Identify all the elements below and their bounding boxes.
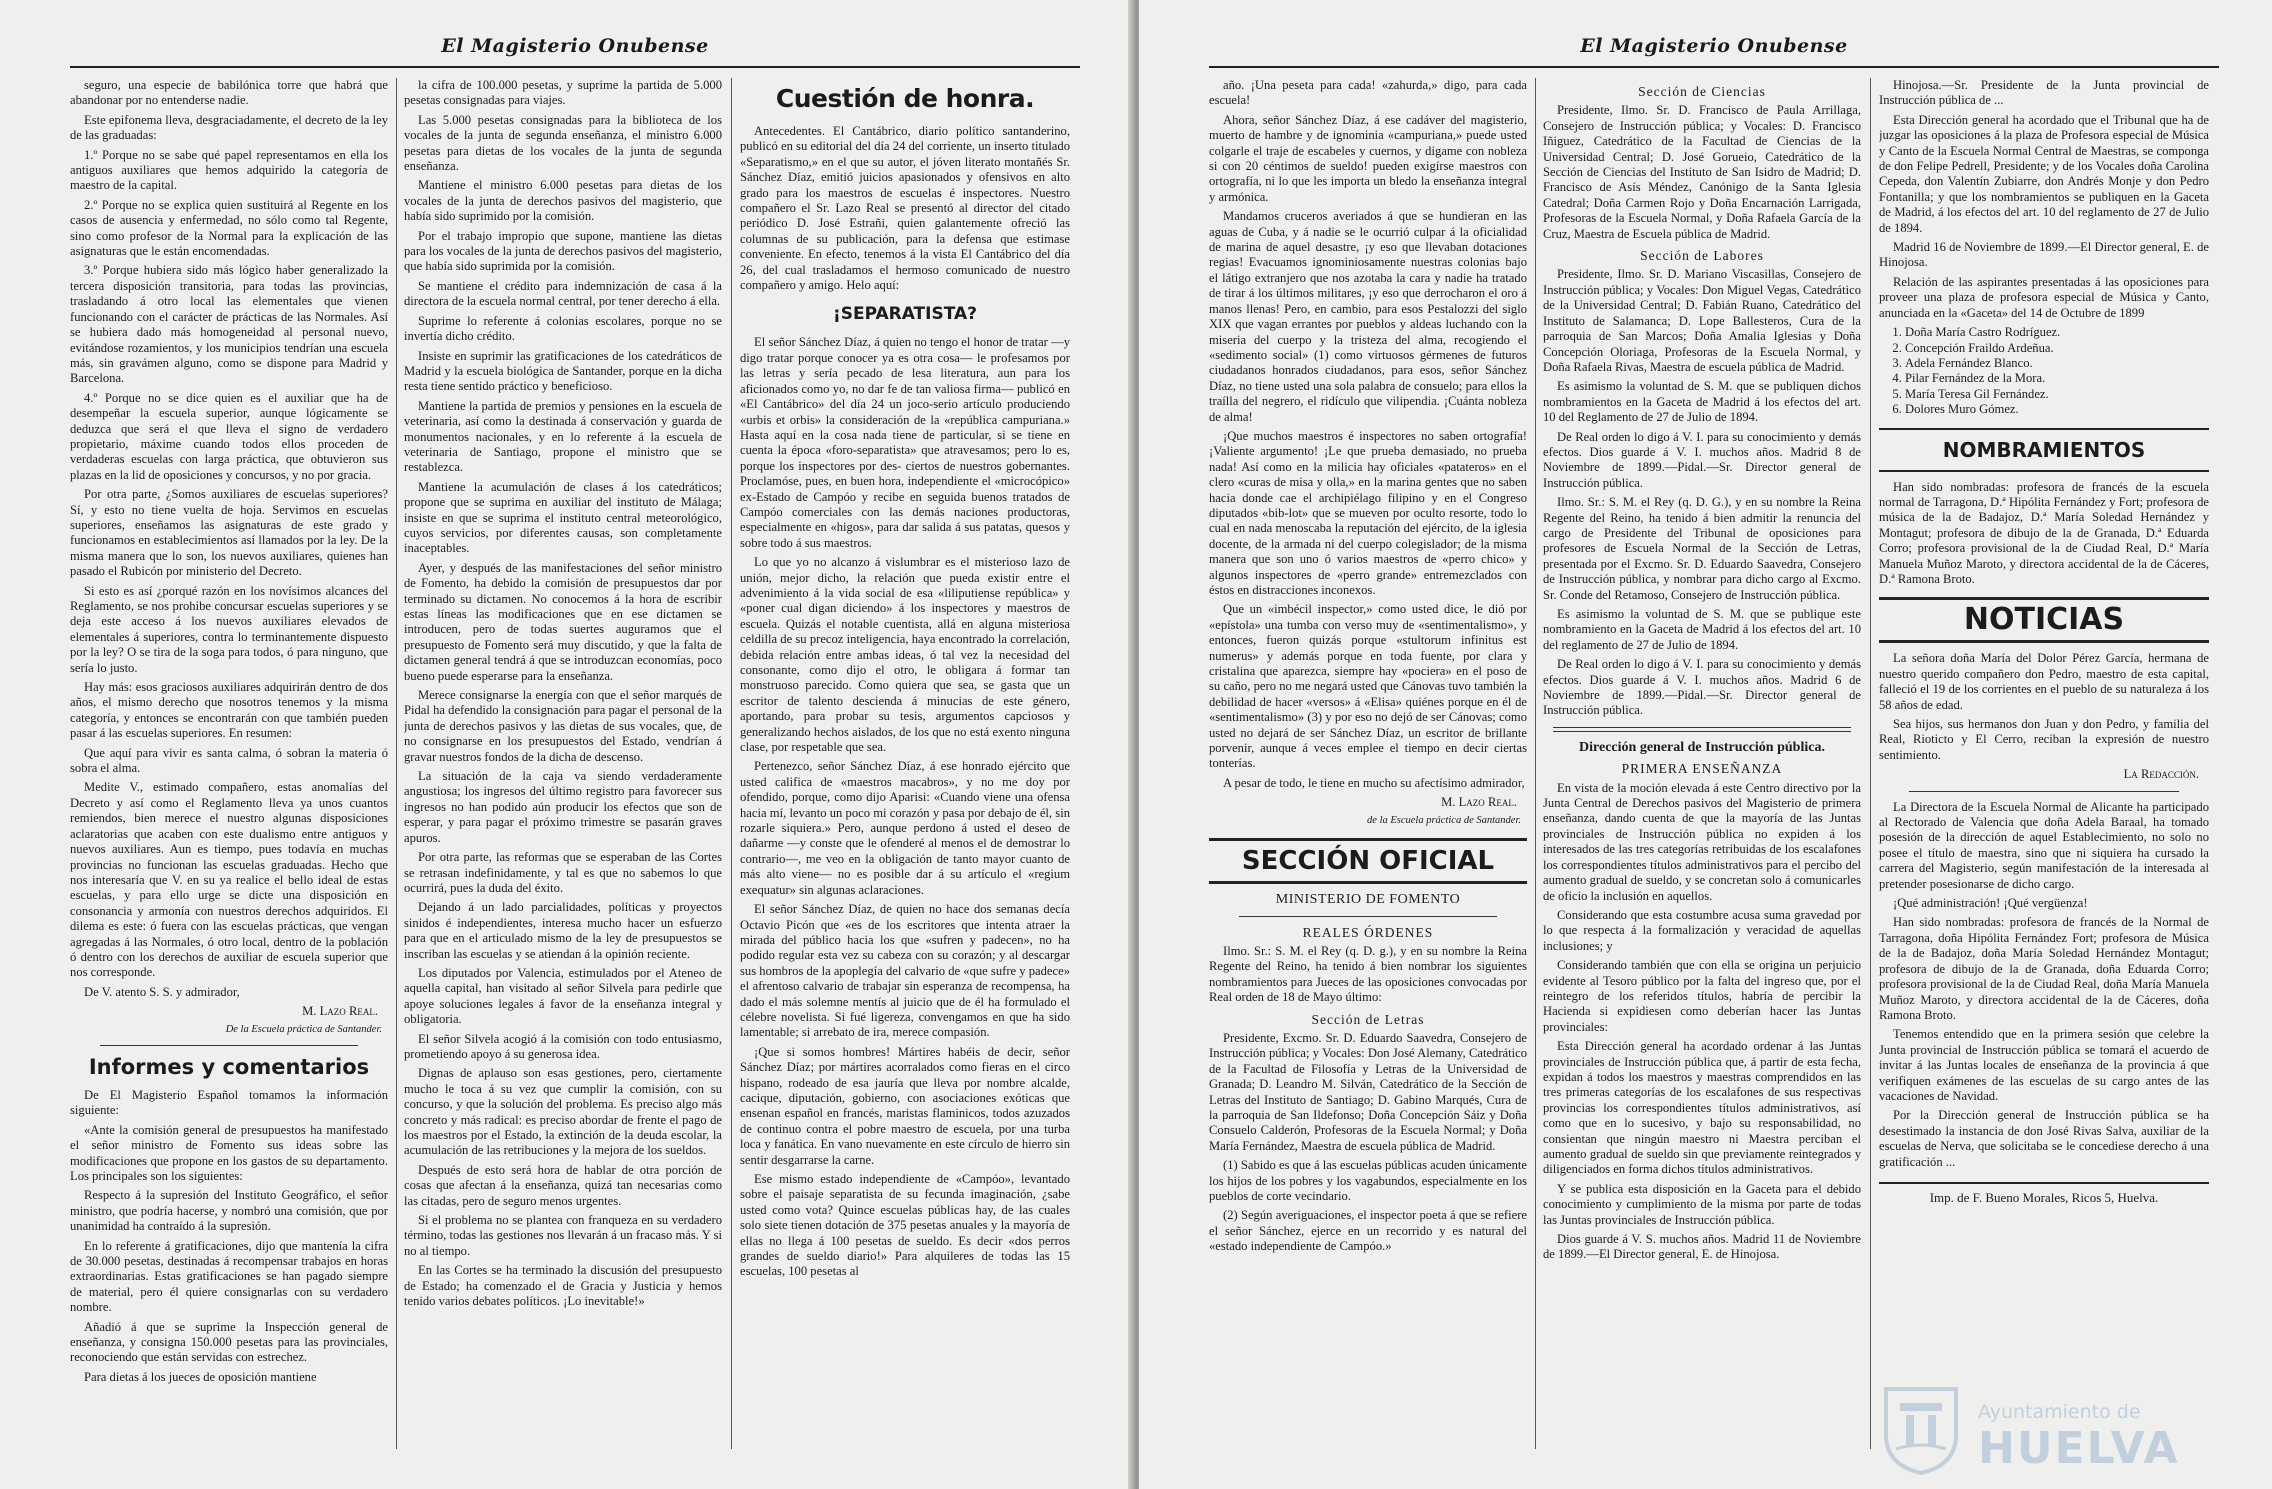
paragraph: En vista de la moción elevada á este Centro directivo por la Junta Central de Derechos pasivos del Magisterio de primera enseñanza, dando cuenta de que la mayoría de las Juntas provinciales de Instrucción pública no expiden á los interesados de las tres categorías retribuidas de los escalafones los correspondientes títulos administrativos para el percibo del aumento gradual de sueldo, y se concretan solo á comunicarles de oficio la inclusión en aquellos. bbox=[1543, 780, 1861, 903]
paragraph: 2.º Porque no se explica quien sustituirá al Regente en los casos de ausencia y enfermedad, no sólo como tal Regente, sino como profesor de la Normal para la explicación de las asignaturas que le están encomendadas. bbox=[70, 197, 388, 259]
paragraph: Ilmo. Sr.: S. M. el Rey (q. D. g.), y en su nombre la Reina Regente del Reino, ha tenido á bien nombrar los siguientes nombramientos para Jueces de las oposiciones convocadas por Real orden de 18 de Mayo último: bbox=[1209, 943, 1527, 1005]
paragraph: Tenemos entendido que en la primera sesión que celebre la Junta provincial de Instrucción pública se tomará el acuerdo de invitar á las Juntas locales de enseñanza de la provincia á que verifiquen exámenes de las escuelas de su cargo antes de las vacaciones de Navidad. bbox=[1879, 1027, 2209, 1103]
section-title-informes: Informes y comentarios bbox=[88, 1054, 370, 1079]
right-col3-top bbox=[1879, 78, 2209, 321]
left-column-2 bbox=[404, 78, 722, 1449]
paragraph: Hinojosa.—Sr. Presidente de la Junta provincial de Instrucción pública de ... bbox=[1879, 78, 2209, 108]
left-page bbox=[0, 0, 1133, 1489]
signature: M. Lazo Real. bbox=[302, 1004, 378, 1019]
paragraph: En lo referente á gratificaciones, dijo que mantenía la cifra de 30.000 pesetas, destinadas á recompensar trabajos en horas extraordinarias. Estas gratificaciones se han pagado siempre de material, pero él quiere consignarlas con su verdadero nombre. bbox=[70, 1238, 388, 1315]
paragraph: Para dietas á los jueces de oposición mantiene bbox=[84, 1369, 317, 1384]
signature: M. Lazo Real. bbox=[1441, 795, 1517, 810]
paragraph: Después de esto será hora de hablar de otra porción de cosas que afectan á la enseñanza, quizá tan necesarias como las citadas, pero de seguro menos urgentes. bbox=[404, 1162, 722, 1208]
divider bbox=[1553, 727, 1851, 732]
paragraph: Medite V., estimado compañero, estas anomalías del Decreto y así como el Reglamento lleva ya unos cuantos remiendos, bien merece el nuestro algunas disposiciones aclaratorias que acaben con este dualismo entre antiguos y nuevos auxiliares. Aun es tiempo, pues todavía en muchas provincias no funcionan las escuelas graduadas. Hecho que nos interesaría que V. en su ya realice el bello ideal de estas escuelas, y para ello urge se dicte una disposición en consonancia y armonía con nuestros derechos adquiridos. El dilema es este: ó fuera con las escuelas prácticas, que vengan agregadas á las Normales, ó otro local, dentro de la población ó dentro con los derechos de auxiliar de escuela superior que nos corresponde. bbox=[70, 780, 388, 980]
paragraph: La situación de la caja va siendo verdaderamente angustiosa; los ingresos del último registro para favorecer sus ingresos no han podido aún producir los efectos que son de esperar, y para pagar el próximo trimestre se pasarán graves apuros. bbox=[404, 769, 722, 845]
paragraph: Dejando á un lado parcialidades, políticas y proyectos sinidos é independientes, interesa mucho hacer un esfuerzo para que en el articulado mismo de la ley de presupuestos se inscriban las escuelas y se atiendan á la opinión reciente. bbox=[404, 900, 722, 961]
column-rule bbox=[1535, 78, 1536, 1449]
paragraph: Se mantiene el crédito para indemnización de casa á la directora de la escuela normal central, por tener derecho á ella. bbox=[404, 278, 722, 309]
seccion-ciencias-heading: Sección de Ciencias bbox=[1638, 84, 1766, 99]
aspirante-item: 5. María Teresa Gil Fernández. bbox=[1905, 387, 2209, 402]
masthead-right: El Magisterio Onubense bbox=[1209, 26, 2219, 68]
noticias-more-text bbox=[1879, 800, 2209, 1170]
paragraph: A pesar de todo, le tiene en mucho su afectísimo admirador, bbox=[1223, 775, 1525, 790]
paragraph: Relación de las aspirantes presentadas á las oposiciones para proveer una plaza de profesora especial de Música y Canto, anunciada en la «Gaceta» del 14 de Octubre de 1899 bbox=[1879, 274, 2209, 320]
paragraph: Merece consignarse la energía con que el señor marqués de Pidal ha defendido la consignación para pagar el personal de la junta de derechos pasivos y las dietas de sus vocales, que, de no consignarse en los presupuestos del Estado, vendrían á gravar nuestros fondos de la dicha de descenso. bbox=[404, 688, 722, 764]
aspirante-item: 6. Dolores Muro Gómez. bbox=[1905, 402, 2209, 417]
paragraph: De El Magisterio Español tomamos la información siguiente: bbox=[70, 1087, 388, 1118]
aspirante-item: 2. Concepción Fraildo Ardeñua. bbox=[1905, 341, 2209, 356]
paragraph: Mantiene la partida de premios y pensiones en la escuela de veterinaria, así como la destinada á conservación y guarda de monumentos nacionales, y en lo referente á la escuela de veterinaria de Santiago, propone el ministro que se restablezca. bbox=[404, 398, 722, 475]
watermark-subtitle: Ayuntamiento de bbox=[1978, 1401, 2141, 1423]
paragraph: Pertenezco, señor Sánchez Díaz, á ese honrado ejército que usted califica de «maestros macabros», y no me doy por ofendido, porque, como dijo Aparisi: «Cuando viene una ofensa hacia mí, levanto un poco mi corazón y pasa por debajo de él, sin rozarle siquiera.» Pero, aunque perdono á usted el deseo de dañarme —y conste que le ofenderé al menos el de demostrar lo contrario—, me veo en la obligación de tanto mayor cuanto de más alto viene— no es posible dar á su artículo el «regium exequatur» sin algunas aclaraciones. bbox=[740, 759, 1070, 897]
paragraph: ¡Que si somos hombres! Mártires habéis de decir, señor Sánchez Díaz; por mártires acorralados como fieras en el circo hispano, rodeado de esa jauría que lleva por nombre alcalde, cacique, diputación, gobierno, con asociaciones exóticas que ensenan español en francés, maristas flaminicos, todos azuzados de continuo contra el pobre maestro de escuela, por una turba loca y fanática. En vano nuevamente en este círculo de hierro sin sentir desgarrarse la carne. bbox=[740, 1044, 1070, 1167]
paragraph: De Real orden lo digo á V. I. para su conocimiento y demás efectos. Dios guarde á V. I. muchos años. Madrid 8 de Noviembre de 1899.—Pidal.—Sr. Director general de Instrucción pública. bbox=[1543, 429, 1861, 490]
ministry-heading: MINISTERIO DE FOMENTO bbox=[1275, 892, 1461, 908]
paragraph: La Directora de la Escuela Normal de Alicante ha participado al Rectorado de Valencia que doña Adela Baraal, ha tomado posesión de la dirección de aquel Establecimiento, no solo no posee el título de maestra, sino que ni siquiera ha cursado la carrera del Magisterio, según manifestación de la interesada al pretender posesionarse de dicho cargo. bbox=[1879, 799, 2209, 891]
paragraph: Hay más: esos graciosos auxiliares adquirirán dentro de dos años, el mismo derecho que nosotros tenemos y la misma categoría, y entonces se encontrarán con que también pueden pasar á las escuelas superiores. En resumen: bbox=[70, 680, 388, 741]
seccion-ciencias-text bbox=[1543, 103, 1861, 242]
paragraph: Este epifonema lleva, desgraciadamente, el decreto de la ley de las graduadas: bbox=[70, 112, 388, 143]
paragraph: Que un «imbécil inspector,» como usted dice, le dió por «epístola» una tumba con verso muy de «sentimentalismo», y entonces, fueron quizás porque «stultorum infinitus est numerus» y además porque en toda fuente, por clara y cristalina que aparezca, siempre hay «pociera» en el poso de su caño, pero no me negará usted que Cánovas tuvo también la debilidad de hacer «versos» á «Elisa» quiénes porque en él de «sentimentalismo» (3) y por eso no dejó de ser Cánovas; como usted no dejará de ser Sánchez Díaz, un escritor de brillante porvenir, aunque á veces emplee el tiempo en decir ciertas tonterías. bbox=[1209, 602, 1527, 771]
paragraph: la cifra de 100.000 pesetas, y suprime la partida de 5.000 pesetas consignadas para viajes. bbox=[404, 78, 722, 108]
signature-affiliation: De la Escuela práctica de Santander. bbox=[225, 1023, 382, 1035]
paragraph: Ilmo. Sr.: S. M. el Rey (q. D. G.), y en su nombre la Reina Regente del Reino, ha tenido á bien admitir la renuncia del cargo de Presidente del Tribunal de oposiciones para profesores de Escuela Normal de la Sección de Letras, presentada por el Excmo. Sr. D. Eduardo Saavedra, Consejero de Instrucción pública, y nombrar para dicho cargo al Excmo. Sr. Conde del Retamoso, Consejero de Instrucción pública. bbox=[1543, 495, 1861, 602]
paragraph: año. ¡Una peseta para cada! «zahurda,» digo, para cada escuela! bbox=[1209, 78, 1527, 108]
paragraph: Suprime lo referente á colonias escolares, porque no se invertía dicho crédito. bbox=[404, 313, 722, 344]
paragraph: Esta Dirección general ha acordado que el Tribunal que ha de juzgar las oposiciones á la plaza de Profesora especial de Música y Canto de la Escuela Normal Central de Maestras, se componga de don Felipe Pedrell, Presidente; y de los Vocales doña Carolina Cepeda, don Valentín Zubiarre, don Andrés Monje y don Pedro Fontanilla; y que los nombramientos se publiquen en la Gaceta de Madrid, á los efectos del art. 10 del reglamento de 27 de Julio de 1894. bbox=[1879, 112, 2209, 235]
paragraph: Por otra parte, ¿Somos auxiliares de escuelas superiores? Sí, y esto no tiene vuelta de hoja. Servimos en escuelas superiores, enseñamos las asignaturas de este grado y funcionamos en establecimientos así llamados por la ley. De la misma manera que lo son, los nuevos auxiliares, quienes han pasado el Rubicón por ministerio del Decreto. bbox=[70, 487, 388, 579]
paragraph: Y se publica esta disposición en la Gaceta para el debido conocimiento y cumplimiento de la misma por parte de todas las Juntas provinciales de Instrucción pública. bbox=[1543, 1181, 1861, 1227]
seccion-letras-text bbox=[1209, 1031, 1527, 1255]
paragraph: 1.º Porque no se sabe qué papel representamos en ella los antiguos auxiliares que hemos adquirido la categoría de maestro de la capital. bbox=[70, 147, 388, 193]
paragraph: Si esto es así ¿porqué razón en los novísimos alcances del Reglamento, se nos prohibe concursar escuelas superiores y se deja este acceso á los nuevos auxiliares elevados de elementales á superiores, contra lo terminantemente dispuesto por la ley? O se tira de la soga para todos, ó para ninguno, que sería lo justo. bbox=[70, 583, 388, 675]
divider bbox=[100, 1045, 358, 1046]
aspirante-item: 1. Doña María Castro Rodríguez. bbox=[1905, 325, 2209, 340]
paragraph: Añadió á que se suprime la Inspección general de enseñanza, y consigna 150.000 pesetas para las provinciales, reconociendo que están servidas con estrechez. bbox=[70, 1319, 388, 1365]
left-column-1 bbox=[70, 78, 388, 1449]
informes-text bbox=[70, 1088, 388, 1385]
paragraph: seguro, una especie de babilónica torre que habrá que abandonar por no entenderse nadie. bbox=[70, 78, 388, 108]
paragraph: Respecto á la supresión del Instituto Geográfico, el señor ministro, que podría hacerse, y nombró una comisión, que por unanimidad ha contraído á la supresión. bbox=[70, 1188, 388, 1234]
right-col1-text bbox=[1209, 78, 1527, 791]
paragraph: Sea hijos, sus hermanos don Juan y don Pedro, y familia del Real, Rioticto y El Cerro, reciban la expresión de nuestro sentimiento. bbox=[1879, 717, 2209, 762]
section-title-noticias: NOTICIAS bbox=[1879, 597, 2209, 643]
aspirante-item: 4. Pilar Fernández de la Mora. bbox=[1905, 371, 2209, 386]
left-col2-text bbox=[404, 78, 722, 1309]
paragraph: Dignas de aplauso son esas gestiones, pero, ciertamente mucho le toca á su vez que cumplir la comisión, con su concurso, y que la solución del problema. Es preciso algo más concreto y más radical: es preciso abordar de frente el pago de los maestros por el Estado, la extinción de la deuda escolar, la acumulación de las retribuciones y la mejora de los sueldos. bbox=[404, 1066, 722, 1158]
paragraph: «Ante la comisión general de presupuestos ha manifestado el señor ministro de Fomento sus ideas sobre las modificaciones que propone en los gastos de su departamento. Los principales son los siguientes: bbox=[70, 1122, 388, 1183]
paragraph: La señora doña María del Dolor Pérez García, hermana de nuestro querido compañero don Pedro, maestro de esta capital, falleció el 19 de los corrientes en el pueblo de su naturaleza á los 58 años de edad. bbox=[1879, 651, 2209, 712]
paragraph: Mantiene el ministro 6.000 pesetas para dietas de los vocales de la junta de derechos pasivos del magisterio, que había sido suprimido por la comisión. bbox=[404, 178, 722, 224]
paragraph: 4.º Porque no se dice quien es el auxiliar que ha de desempeñar la escuela superior, aunque lógicamente se deduzca que será el que lleva el signo de verdadero propietario, máxime cuando todos ellos proceden de verdaderas escuelas con larga práctica, que obtuvieron sus plazas en la lid de oposiciones y concursos, y no por gracia. bbox=[70, 390, 388, 482]
seccion-labores-heading: Sección de Labores bbox=[1640, 248, 1764, 264]
article-subtitle-separatista: ¡SEPARATISTA? bbox=[832, 304, 978, 325]
nombramientos-text bbox=[1879, 480, 2209, 588]
paragraph: (2) Según averiguaciones, el inspector poeta á que se refiere el señor Sánchez, ejerce en un recorrido y es natural del «estado independiente de Campóo.» bbox=[1209, 1208, 1527, 1254]
paragraph: Presidente, Ilmo. Sr. D. Mariano Viscasillas, Consejero de Instrucción pública; y Vocales: Don Miguel Vegas, Catedrático de la Universidad Central; D. Fabián Ruano, Catedrático del Instituto de Salamanca; D. Lope Ballesteros, Cura de la parroquia de San Marcos; Doña Amalia Iglesias y Doña Concepción Oloriaga, Profesoras de la Escuela Normal, y Doña Rafaela Rivas, Maestra de escuela pública de Madrid. bbox=[1543, 267, 1861, 374]
paragraph: El señor Silvela acogió á la comisión con todo entusiasmo, prometiendo apoyo á su generosa idea. bbox=[404, 1031, 722, 1061]
paragraph: Si el problema no se plantea con franqueza en su verdadero término, todas las gestiones nos llevarán á un fracaso más. Y si no al tiempo. bbox=[404, 1213, 722, 1258]
reales-ordenes-heading: REALES ÓRDENES bbox=[1302, 924, 1434, 940]
right-column-3 bbox=[1879, 78, 2209, 1449]
paragraph: Ahora, señor Sánchez Díaz, á ese cadáver del magisterio, muerto de hambre y de ignominia «campuriana,» puede usted colgarle el traje de escabeles y cuernos, y digame con nobleza si con 20 céntimos de sueldo! pueden exigírse maestros con ortografía, ni lo que les importa un bledo la enseñanza integral y armónica. bbox=[1209, 112, 1527, 204]
seccion-labores-text bbox=[1543, 267, 1861, 718]
paragraph: Insiste en suprimir las gratificaciones de los catedráticos de Madrid y la escuela biológica de Santander, porque en la dicha resta tiene sentido práctico y beneficioso. bbox=[404, 348, 722, 394]
paragraph: Por otra parte, las reformas que se esperaban de las Cortes se retrasan indefinidamente, y tal es que no sabemos lo que ocurrirá, pues la duda del éxito. bbox=[404, 850, 722, 895]
paragraph: Considerando que esta costumbre acusa suma gravedad por lo que respecta á la formalización y veracidad de aquellas inclusiones; y bbox=[1543, 907, 1861, 953]
watermark-title: HUELVA bbox=[1978, 1423, 2180, 1474]
column-rule bbox=[1870, 78, 1871, 1449]
paragraph: ¡Qué administración! ¡Qué vergüenza! bbox=[1893, 896, 2088, 911]
cuestion-intro bbox=[740, 124, 1070, 293]
paragraph: De Real orden lo digo á V. I. para su conocimiento y demás efectos. Dios guarde á V. I. muchos años. Madrid 6 de Noviembre de 1899.—Pidal.—Sr. Director general de Instrucción pública. bbox=[1543, 657, 1861, 718]
paragraph: Es asimismo la voluntad de S. M. que se publiquen dichos nombramientos en la Gaceta de Madrid á los efectos del art. 10 del Reglamento de 27 de Julio de 1894. bbox=[1543, 379, 1861, 425]
noticias-text bbox=[1879, 651, 2209, 763]
aspirante-item: 3. Adela Fernández Blanco. bbox=[1905, 356, 2209, 371]
paragraph: Los diputados por Valencia, estimulados por el Ateneo de aquella capital, han visitado al señor Silvela para pedirle que apoye soluciones legales á favor de la enseñanza integral y obligatoria. bbox=[404, 965, 722, 1027]
left-column-3 bbox=[740, 78, 1070, 1449]
signature-affiliation: de la Escuela práctica de Santander. bbox=[1367, 814, 1521, 826]
paragraph: Mantiene la acumulación de clases á los catedráticos; propone que se suprima en auxiliar del instituto de Málaga; insiste en que se suprima el instituto central meteorológico, cuyos servicios, por diferentes causas, son completamente inaceptables. bbox=[404, 479, 722, 556]
paragraph: Lo que yo no alcanzo á vislumbrar es el misterioso lazo de unión, mejor dicho, la relación que pueda existir entre el advenimiento á la vida social de esa «liliputiense república» y «poner cual digan diciendo» á los inspectores y maestros de escuela. Quizás el notable cuentista, allá en alguna misteriosa celdilla de su precoz inteligencia, haya encontrado la correlación, debida relación entre ambas ideas, ó tal vez la necesidad del consonante, como dijo el otro, le obligara á formar tan monstruoso parecido. Como quiera que sea, se gasta que un escritor de talento descienda á minucias de este género, aportando, para probar su tesis, argumentos capciosos y generalizando hechos aislados, de los que no está exento ninguna clase, por respetable que sea. bbox=[740, 555, 1070, 755]
paragraph: (1) Sabido es que á las escuelas públicas acuden únicamente los hijos de los pobres y los vagabundos, especialmente en los pueblos de corte vecindario. bbox=[1209, 1158, 1527, 1203]
masthead-left: El Magisterio Onubense bbox=[70, 26, 1080, 68]
aspirantes-list bbox=[1905, 325, 2209, 417]
paragraph: Ese mismo estado independiente de «Campóo», levantado sobre el paisaje separatista de su fecunda imaginación, ¿sabe usted como vota? Quince escuelas públicas hay, de las cuales solo siete tienen dotación de 375 pesetas anuales y la mayoría de ellas no llega á 100 pesetas de sueldo. Es decir «dos perros grandes de sueldo diario!» Para alquileres de todas las 15 escuelas, 100 pesetas al bbox=[740, 1172, 1070, 1279]
paragraph: Han sido nombradas: profesora de francés de la Normal de Tarragona, doña Hipólita Fernández Fort; profesora de Música de la de Badajoz, doña María Soledad Hernández Montagut; profesora de dibujo de la de Granada, doña Eduarda Corro; profesora provisional de la de Ciudad Real, doña María Manuela Muñoz Maroto, y directora accidental de la de Cáceres, doña Ramona Broto. bbox=[1879, 915, 2209, 1022]
right-column-1 bbox=[1209, 78, 1527, 1449]
reales-ordenes-text bbox=[1209, 944, 1527, 1006]
left-col1-text bbox=[70, 78, 388, 1000]
paragraph: Dios guarde á V. S. muchos años. Madrid 11 de Noviembre de 1899.—El Director general, E. de Hinojosa. bbox=[1543, 1232, 1861, 1262]
imprint: Imp. de F. Bueno Morales, Ricos 5, Huelva. bbox=[1879, 1182, 2209, 1205]
paragraph: Considerando también que con ella se origina un perjuicio evidente al Tesoro público por la falta del ingreso que, por el reintegro de los referidos títulos, habría de percibir la Hacienda si expidiesen como deberían hacer las Juntas provinciales: bbox=[1543, 958, 1861, 1034]
paragraph: Mandamos cruceros averiados á que se hundieran en las aguas de Cuba, y á nadie se le ocurrió culpar á la oficialidad de marina de aquel desastre, ¡y eso que llevaban dotaciones regias! Evacuamos ignominiosamente nuestras colonias bajo el látigo extranjero que nos azotaba la cara y nadie ha tratado de tirar á los últimos militares, ¡y eso que derrocharon el oro á manos llenas! Pero, en cambio, para esos Pestalozzi del siglo XIX que vagan errantes por pueblos y aldeas luchando con la miseria del cuerpo y la tristeza del alma, recogiendo el «sedimento social» (1) como virtuosos gérmenes de futuros ciudadanos honrados ciudadanos, para esos, señor Sánchez Díaz, no tiene usted una sola palabra de consuelo; para ellos la traílla del negrero, el ridículo que vilipendia. ¡Cuánta nobleza de alma! bbox=[1209, 209, 1527, 424]
article-title-cuestion-de-honra: Cuestión de honra. bbox=[775, 84, 1035, 113]
paragraph: De V. atento S. S. y admirador, bbox=[84, 984, 240, 999]
paragraph: 3.º Porque hubiera sido más lógico haber generalizado la tercera disposición transitoria, para todas las provincias, trasladando á otro local las elementales que vienen funcionando con el carácter de prácticas de las Normales. Así se hubiera dado más homogeneidad al personal nuevo, evitándose rozamientos, y los municipios tendrían una escuela más, sin gravámen alguno, como se dispone para Madrid y Barcelona. bbox=[70, 263, 388, 386]
paragraph: ¡Que muchos maestros é inspectores no saben ortografía! ¡Valiente argumento! ¡Le que prueba demasiado, no prueba nada! Así como en la milicia hay oficiales «patateros» en el clero «curas de misa y olla,» en la marina gentes que no saben hacia donde cae el archipiélago filipino y en el Congreso diputados «bib-lot» que se mueven por oculto resorte, todo lo cual en nada menoscaba la reputación del ejército, de la iglesia docente, de la armada ni del cuerpo colegislador; de la misma manera que son uno ó varios maestros de «perro chico» y algunos inspectores de «perro grande» entremezclados con éstos en distracciones inconexos. bbox=[1209, 428, 1527, 597]
paragraph: Presidente, Excmo. Sr. D. Eduardo Saavedra, Consejero de Instrucción pública; y Vocales: Don José Alemany, Catedrático de la Facultad de Filosofía y Letras de la Universidad de Granada; D. Leandro M. Silván, Catedrático de la Sección de Letras del Instituto de Santiago; D. Gabino Marqués, Cura de la parroquia de San Ildefonso; Doña Concepción Sáiz y Doña Consuelo Calderón, Profesoras de la Escuela Normal; y Doña María Fernández, Maestra de escuela pública de Madrid. bbox=[1209, 1030, 1527, 1153]
paragraph: Por el trabajo impropio que supone, mantiene las dietas para los vocales de la junta de derechos pasivos del magisterio, que había sido suprimida por la comisión. bbox=[404, 228, 722, 274]
right-page bbox=[1139, 0, 2272, 1489]
paragraph: En las Cortes se ha terminado la discusión del presupuesto de Estado; ha comenzado el de Gracia y Justicia y hemos tenido varios debates políticos. ¡Lo inevitable!» bbox=[404, 1263, 722, 1309]
column-rule bbox=[731, 78, 732, 1449]
paragraph: Presidente, Ilmo. Sr. D. Francisco de Paula Arrillaga, Consejero de Instrucción pública; y Vocales: D. Francisco Iñiguez, Catedrático de la Facultad de Ciencias de la Universidad Central; D. José Gorueio, Catedrático de la Sección de Ciencias del Instituto de San Isidro de Madrid; D. Francisco de Asís Méndez, Canónigo de la Santa Iglesia Catedral; Doña Carmen Rojo y Doña Encarnación Larrigada, Profesoras de la Escuela Normal, y Doña Rafaela García de la Cruz, Maestra de Escuela pública de Madrid. bbox=[1543, 103, 1861, 241]
seccion-letras-heading: Sección de Letras bbox=[1311, 1011, 1425, 1027]
paragraph: Han sido nombradas: profesora de francés de la escuela normal de Tarragona, D.ª Hipólita Fernández y Fort; profesora de música de la de Badajoz, D.ª María Soledad Hernández y Montagut; profesora de dibujo de la de Granada, D.ª Eduarda Corro; profesora provisional de la de Ciudad Real, D.ª María Manuela Muñoz Maroto, y directora accidental de la de Cáceres, D.ª Ramona Broto. bbox=[1879, 479, 2209, 586]
paragraph: Que aquí para vivir es santa calma, ó sobran la materia ó sobra el alma. bbox=[70, 745, 388, 776]
section-title-nombramientos: NOMBRAMIENTOS bbox=[1879, 428, 2209, 472]
section-title-oficial: SECCIÓN OFICIAL bbox=[1209, 838, 1527, 884]
primera-ensenanza-heading: PRIMERA ENSEÑANZA bbox=[1621, 761, 1783, 777]
separatista-text bbox=[740, 335, 1070, 1279]
divider bbox=[1239, 916, 1497, 917]
paragraph: Por la Dirección general de Instrucción pública se ha desestimado la instancia de don José Rivas Salva, auxiliar de la escuelas de Nerva, que solicitaba se le concediese derecho á una gratificación ... bbox=[1879, 1108, 2209, 1169]
right-column-2 bbox=[1543, 78, 1861, 1449]
paragraph: Ayer, y después de las manifestaciones del señor ministro de Fomento, ha debido la comisión de presupuestos dar por terminado su dictamen. No conocemos á la hora de escribir estas líneas las modificaciones que en ese dictamen se introducen, pero de todas suertes auguramos que el presupuesto de Fomento será muy discutido, y que la falta de dictamen general tendrá á que se introduzcan economías, poco bueno puede esperarse para la enseñanza. bbox=[404, 560, 722, 683]
column-rule bbox=[396, 78, 397, 1449]
paragraph: El señor Sánchez Díaz, á quien no tengo el honor de tratar —y digo tratar porque conocer ya es otra cosa— le profesamos por las letras y sería pecado de lesa literatura, aun para los aficionados como yo, no dar fe de tan valiosa firma— publicó en «El Cantábrico» del día 24 un joco-serio artículo produciendo «urbis et orbis» la consideración de la «república campuriana.» Hasta aquí en la cosa nada tiene de particular, si se tiene en cuenta la época «foro-separatista» que atravesamos; pero lo es, porque los inspectores por des- ciertos de nuestros gobernantes. Proclamóse, pues, en buen hora, independiente el «microcópico» ex-Estado de Campóo y recibe en seguida buenos tratados de Campóo comerciales con las demás naciones productoras, especialmente en «higos», para dar salida á sus patatas, quesos y sobre todo á sus maestros. bbox=[740, 335, 1070, 550]
paragraph: Madrid 16 de Noviembre de 1899.—El Director general, E. de Hinojosa. bbox=[1879, 240, 2209, 270]
direccion-general-heading: Dirección general de Instrucción pública. bbox=[1579, 739, 1825, 755]
paragraph: El señor Sánchez Díaz, de quien no hace dos semanas decía Octavio Picón que «es de los escritores que intenta atraer la mirada del público hacia los que «sufren y padecen», no ha podido regular esta vez su cabeza con su corazón; y al descargar sus hombros de la apoplegía del calvario de «que sufre y padece» el afrentoso calvario de trabajar sin esperanza de recompensa, ha dado el más solemne mentís al juicio que de él ha formulado el célebre novelista. Si fué ligereza, convengamos en que ha sido lamentable; si arrebato de ira, merece compasión. bbox=[740, 902, 1070, 1040]
primera-ensenanza-text bbox=[1543, 781, 1861, 1263]
paragraph: Esta Dirección general ha acordado ordenar á las Juntas provinciales de Instrucción pública que, á partir de esta fecha, expidan á todos los maestros y maestras comprendidos en las tres primeras categorías de los escalafones de sus respectivas provincias los correspondientes títulos administrativos, así como que en lo sucesivo, y bajo su responsabilidad, no consientan que ningún maestro ni Maestra perciban el aumento gradual de sueldo sin que previamente reintegrados y diligenciados en forma dichos títulos administrativos. bbox=[1543, 1039, 1861, 1177]
redaccion-signature: La Redacción. bbox=[2123, 767, 2199, 782]
divider bbox=[1909, 791, 2179, 792]
paragraph: Es asimismo la voluntad de S. M. que se publique este nombramiento en la Gaceta de Madrid á los efectos del art. 10 del reglamento de 27 de Julio de 1894. bbox=[1543, 607, 1861, 652]
paragraph: Las 5.000 pesetas consignadas para la biblioteca de los vocales de la junta de segunda enseñanza, el ministro 6.000 pesetas para dietas de los vocales de la junta de segunda enseñanza. bbox=[404, 112, 722, 174]
paragraph: Antecedentes. El Cantábrico, diario político santanderino, publicó en su editorial del día 24 del corriente, un inserto titulado «Separatismo,» en el que su autor, el jóven literato montañés Sr. Sánchez Díaz, emitió juicios apasionados y ofensivos en alto grado para los maestros de escuelas é inspectores. Nuestro compañero el Sr. Lazo Real se presentó al director del citado periódico D. José Estrañi, quien galantemente ofreció las columnas de su publicación, para la defensa que estimase conveniente. En efecto, tenemos á la vista El Cantábrico del día 26, del cual trasladamos el hermoso comunicado de nuestro compañero y amigo. Helo aquí: bbox=[740, 124, 1070, 293]
